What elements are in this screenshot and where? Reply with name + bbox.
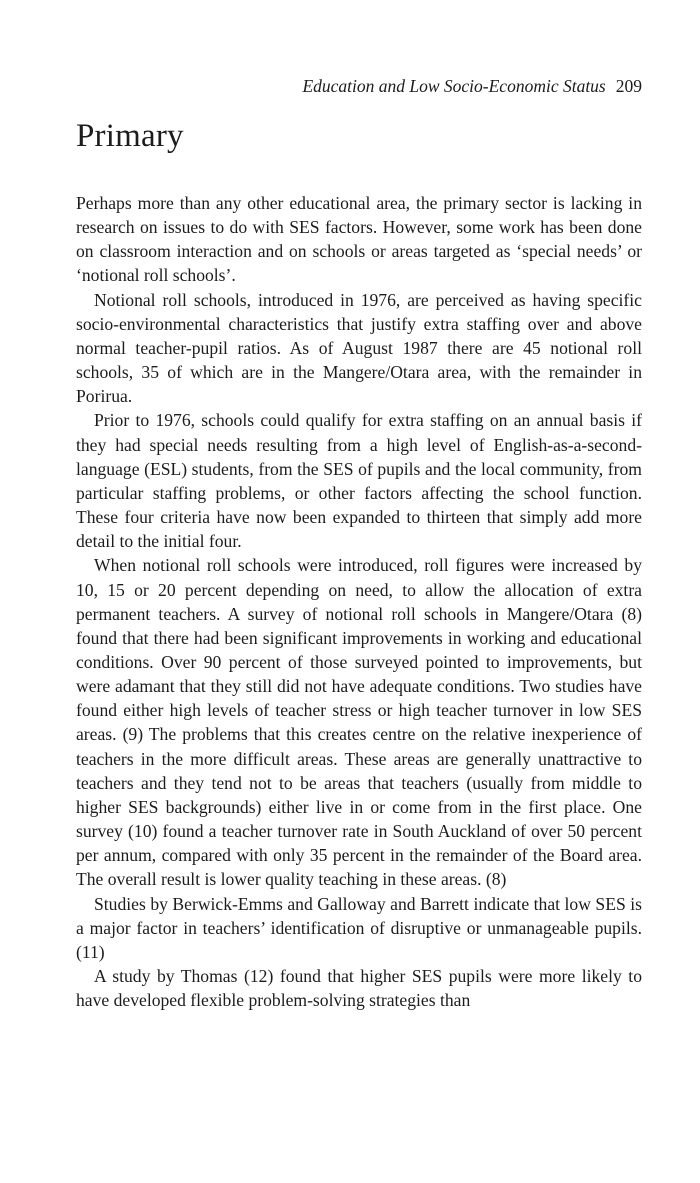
paragraph-intro: Perhaps more than any other educational area, the primary sector is lacking in research on issues to do with SES factors. However, some work has been done on classroom interaction and on schools or areas targeted as ‘special needs’ or ‘notional roll schools’. (76, 193, 642, 286)
section-heading: Primary (76, 118, 184, 154)
book-page (76, 74, 642, 1012)
paragraph-roll-figures: When notional roll schools were introduced, roll figures were increased by 10, 15 or 20 percent depending on need, to allow the allocation of extra permanent teachers. A survey of notional roll schools in Mangere/Otara (8) found that there had been significant improvements in working and educational conditions. Over 90 percent of those surveyed pointed to improvements, but were adamant that they still did not have adequate conditions. Two studies have found either high levels of teacher stress or high teacher turnover in low SES areas. (9) The problems that this creates centre on the relative inexperience of teachers in the more difficult areas. These areas are generally unattractive to teachers and they tend not to be areas that teachers (usually from middle to higher SES backgrounds) either live in or come from in the first place. One survey (10) found a teacher turnover rate in South Auckland of over 50 percent per annum, compared with only 35 percent in the remainder of the Board area. The overall result is lower quality teaching in these areas. (8) (76, 555, 642, 890)
body-text (76, 191, 642, 1012)
page-number: 209 (615, 76, 642, 96)
paragraph-notional-roll-schools: Notional roll schools, introduced in 1976, are perceived as having specific socio-environmental characteristics that justify extra staffing over and above normal teacher-pupil ratios. As of August 1987 there are 45 notional roll schools, 35 of which are in the Mangere/Otara area, with the remainder in Porirua. (76, 289, 642, 407)
running-title: Education and Low Socio-Economic Status (302, 76, 606, 96)
paragraph-prior-to-1976: Prior to 1976, schools could qualify for extra staffing on an annual basis if they had special needs resulting from a high level of English-as-a-second-language (ESL) students, from the SES of pupils and the local community, from particular staffing problems, or other factors affecting the school function. These four criteria have now been expanded to thirteen that simply add more detail to the initial four. (76, 410, 642, 552)
paragraph-thomas-study: A study by Thomas (12) found that higher SES pupils were more likely to have developed flexible problem-solving strategies than (76, 966, 642, 1011)
paragraph-disruptive-pupils: Studies by Berwick-Emms and Galloway and Barrett indicate that low SES is a major factor in teachers’ identification of disruptive or unmanageable pupils. (11) (76, 893, 642, 962)
running-header (76, 74, 642, 98)
